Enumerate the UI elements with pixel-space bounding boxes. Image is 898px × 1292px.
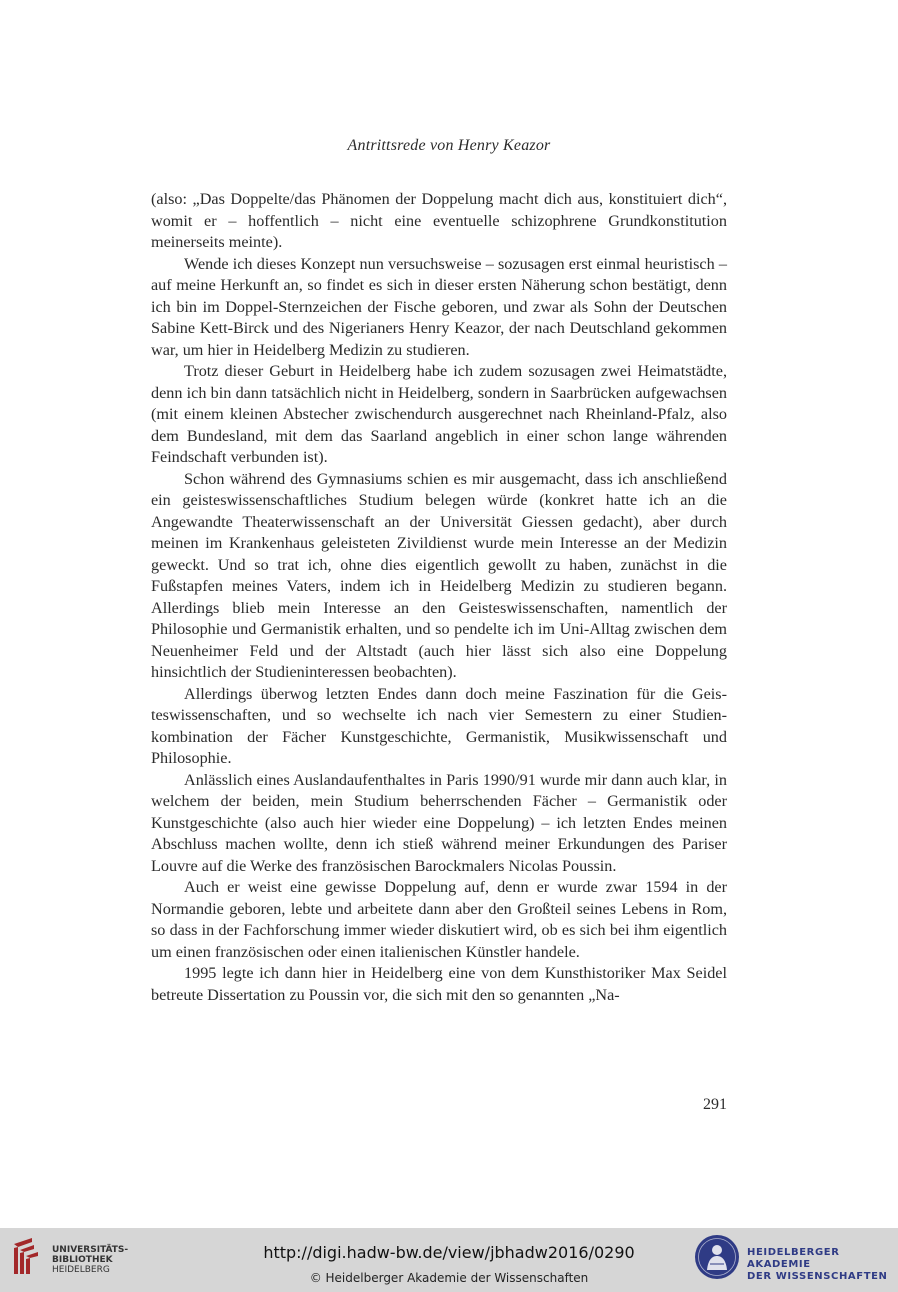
page-header: Antrittsrede von Henry Keazor [347,137,551,154]
academy-name [747,1247,898,1283]
academy-seal-icon[interactable] [694,1234,740,1280]
footer-bar [0,1228,898,1292]
paragraph: 1995 legte ich dann hier in Heidelberg eine von dem Kunsthistoriker Max Seidel betreute Dissertation zu Poussin vor, die sich mit den so genannten „Na- [151,964,727,1004]
library-name-line: BIBLIOTHEK [52,1255,113,1265]
paragraph: Wende ich dieses Konzept nun versuchsweise – sozusagen erst einmal heuristisch – auf meine Herkunft an, so findet es sich in dieser ersten Näherung schon bestätigt, denn ich bin im Doppel-Sternzeichen der Fische geboren, und zwar als Sohn der Deutschen Sabine Kett-Birck und des Nigerianers Henry Keazor, der nach Deutschland gekommen war, um hier in Heidelberg Medizin zu studieren. [151,254,727,359]
page-number: 291 [703,1096,727,1113]
academy-name-line: HEIDELBERGER AKADEMIE [747,1247,840,1270]
paragraph: Schon während des Gymnasiums schien es mir ausgemacht, dass ich anschließend ein geisteswissenschaftliches Studium belegen würde (konkret hatte ich an die Angewandte Theaterwissenschaft an der Universität Giessen gedacht), aber durch meinen im Krankenhaus geleisteten Zivildienst wurde mein Interesse an der Medizin geweckt. Und so trat ich, ohne dies eigentlich gewollt zu haben, zunächst in die Fußstapfen meines Vaters, indem ich in Heidelberg Medizin zu studieren begann. Allerdings blieb mein Interesse an den Geisteswissenschaften, namentlich der Philosophie und Germanistik erhalten, und so pendelte ich im Uni-Alltag zwischen dem Neuenheimer Feld und der Altstadt (auch hier lässt sich also eine Doppelung hinsichtlich der Studieninteressen beobachten). [151,469,727,681]
paragraph: Anlässlich eines Auslandaufenthaltes in Paris 1990/91 wurde mir dann auch klar, in welchem der beiden, mein Studium beherrschenden Fächer – Germanistik oder Kunstgeschichte (also auch hier wieder eine Doppelung) – ich letzten Endes meinen Abschluss machen wollte, denn ich stieß während meiner Erkundungen des Pariser Louvre auf die Werke des französischen Barockmalers Nicolas Poussin. [151,770,727,875]
academy-name-line: DER WISSENSCHAFTEN [747,1271,888,1282]
footer-url[interactable]: http://digi.hadw-bw.de/view/jbhadw2016/0290 [263,1243,635,1262]
paragraph: Trotz dieser Geburt in Heidelberg habe ich zudem sozusagen zwei Heimatstädte, denn ich bin dann tatsächlich nicht in Heidelberg, sondern in Saarbrücken aufgewachsen (mit einem kleinen Abstecher zwischendurch ausgerechnet nach Rheinland-Pfalz, also dem Bundesland, mit dem das Saarland angeblich in einer schon lange währenden Feindschaft verbunden ist). [151,362,727,466]
paragraph: (also: „Das Doppelte/das Phänomen der Doppelung macht dich aus, konstituiert dich“, womit er – hoffentlich – nicht eine eventuelle schizophrene Grundkonstitution meinerseits meinte). [151,190,727,251]
footer-copyright: © Heidelberger Akademie der Wissenschaften [309,1271,589,1285]
library-name-line: HEIDELBERG [52,1265,110,1275]
body-text [151,189,727,1006]
paragraph: Auch er weist eine gewisse Doppelung auf, denn er wurde zwar 1594 in der Normandie geboren, lebte und arbeitete dann aber den Großteil seines Lebens in Rom, so dass in der Fachforschung immer wieder diskutiert wird, ob es sich bei ihm eigentlich um einen französischen oder einen italienischen Künstler handele. [151,878,727,961]
library-name-line: UNIVERSITÄTS- [52,1245,129,1255]
paragraph: Allerdings überwog letzten Endes dann doch meine Faszination für die Geisteswissenschaften, und so wechselte ich nach vier Semestern zu einer Studienkombination der Fächer Kunstgeschichte, Germanistik, Musikwissenschaft und Philosophie. [151,684,727,767]
